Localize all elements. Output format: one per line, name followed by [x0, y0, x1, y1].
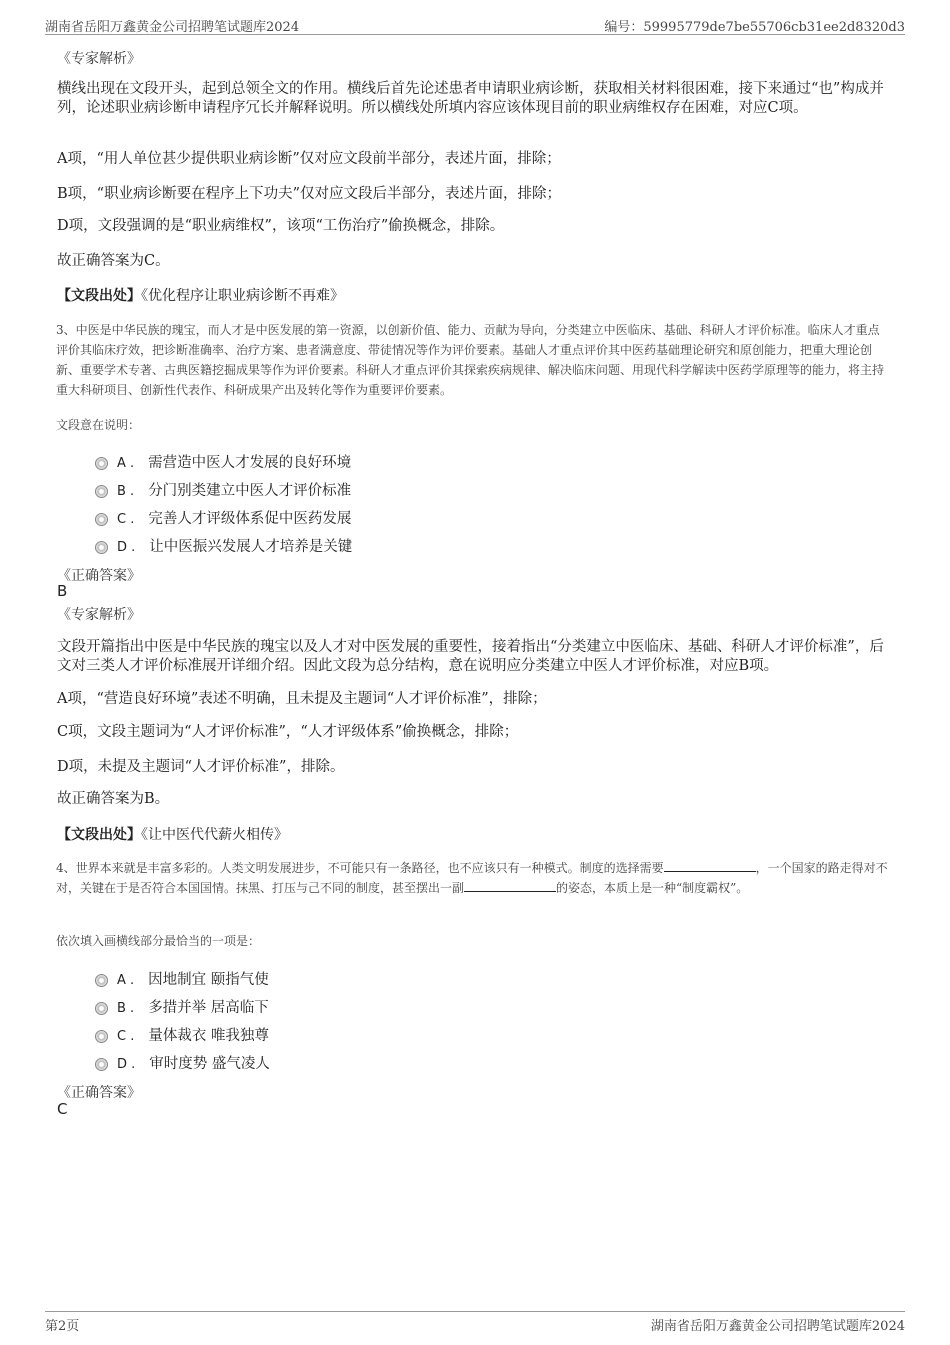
radio-icon[interactable] — [95, 1058, 108, 1071]
radio-icon[interactable] — [95, 541, 108, 554]
q3-option-b[interactable] — [95, 479, 351, 499]
q3-answer-label: 《正确答案》 — [57, 568, 141, 584]
q2-source-label: 【文段出处】 — [57, 288, 141, 304]
q4-option-c[interactable] — [95, 1024, 269, 1044]
q4-option-a[interactable] — [95, 968, 269, 988]
q2-source-title: 《优化程序让职业病诊断不再难》 — [141, 288, 344, 304]
q3-option-d[interactable] — [95, 535, 352, 555]
option-letter: B . — [117, 484, 135, 499]
q3-conclusion: 故正确答案为B。 — [57, 791, 170, 807]
radio-icon[interactable] — [95, 974, 108, 987]
q4-text-part1: 4、世界本来就是丰富多彩的。人类文明发展进步，不可能只有一条路径，也不应该只有一种模式。制度的选择需要 — [56, 861, 664, 875]
option-text: 审时度势 盛气凌人 — [149, 1056, 270, 1072]
q2-source — [57, 285, 885, 305]
q3-option-a[interactable] — [95, 451, 351, 471]
radio-icon[interactable] — [95, 485, 108, 498]
q3-option-analysis-a: A项，“营造良好环境”表述不明确，且未提及主题词“人才评价标准”，排除； — [57, 691, 547, 707]
q4-option-b[interactable] — [95, 996, 269, 1016]
option-text: 量体裁衣 唯我独尊 — [148, 1028, 269, 1044]
q3-source-label: 【文段出处】 — [57, 827, 141, 843]
q3-analysis-label: 《专家解析》 — [57, 607, 141, 623]
option-text: 因地制宜 颐指气使 — [148, 972, 269, 988]
radio-icon[interactable] — [95, 457, 108, 470]
option-text: 多措并举 居高临下 — [148, 1000, 269, 1016]
radio-icon[interactable] — [95, 513, 108, 526]
q3-source-title: 《让中医代代薪火相传》 — [141, 827, 288, 843]
q3-option-analysis-d: D项，未提及主题词“人才评价标准”，排除。 — [57, 759, 345, 775]
option-letter: C . — [117, 1029, 135, 1044]
option-letter: D . — [117, 1057, 136, 1072]
q4-option-d[interactable] — [95, 1052, 270, 1072]
q3-analysis: 文段开篇指出中医是中华民族的瑰宝以及人才对中医发展的重要性，接着指出“分类建立中医临床、基础、科研人才评价标准”，后文对三类人才评价标准展开详细介绍。因此文段为总分结构，意在说明应分类建立中医人才评价标准，对应B项。 — [57, 639, 884, 674]
q3-option-analysis-c: C项，文段主题词为“人才评价标准”，“人才评级体系”偷换概念，排除； — [57, 724, 519, 740]
q4-blank-1 — [664, 859, 756, 872]
q3-option-c[interactable] — [95, 507, 351, 527]
option-letter: A . — [117, 973, 135, 988]
radio-icon[interactable] — [95, 1030, 108, 1043]
option-text: 分门别类建立中医人才评价标准 — [148, 483, 352, 499]
q2-option-analysis-b: B项，“职业病诊断要在程序上下功夫”仅对应文段后半部分，表述片面，排除； — [57, 186, 561, 202]
option-letter: A . — [117, 456, 135, 471]
radio-icon[interactable] — [95, 1002, 108, 1015]
q4-prompt: 依次填入画横线部分最恰当的一项是： — [56, 934, 261, 948]
header-code: 编号：59995779de7be55706cb31ee2d8320d3 — [604, 20, 905, 35]
header-title: 湖南省岳阳万鑫黄金公司招聘笔试题库2024 — [45, 20, 300, 35]
page-footer — [45, 1311, 905, 1332]
q4-text-part3: 的姿态，本质上是一种“制度霸权”。 — [556, 881, 749, 895]
option-letter: C . — [117, 512, 135, 527]
q2-analysis: 横线出现在文段开头，起到总领全文的作用。横线后首先论述患者申请职业病诊断，获取相关材料很困难，接下来通过“也”构成并列，论述职业病诊断申请程序冗长并解释说明。所以横线处所填内容应该体现目前的职业病维权存在困难，对应C项。 — [57, 81, 884, 116]
footer-page-number: 第2页 — [45, 1319, 80, 1334]
option-text: 需营造中医人才发展的良好环境 — [148, 455, 352, 471]
q2-option-analysis-a: A项，“用人单位甚少提供职业病诊断”仅对应文段前半部分，表述片面，排除； — [57, 151, 561, 167]
option-text: 让中医振兴发展人才培养是关键 — [149, 539, 353, 555]
q4-text-part2: ，一个国家的路走得对不对，关键在于是否符合本国国情。抹黑、打压与己不同的制度，甚至摆出一副 — [56, 861, 888, 895]
q2-option-analysis-d: D项，文段强调的是“职业病维权”，该项“工伤治疗”偷换概念，排除。 — [57, 218, 505, 234]
page-header — [45, 14, 905, 35]
q4-blank-2 — [464, 879, 556, 892]
q3-source — [57, 824, 885, 844]
option-letter: D . — [117, 540, 136, 555]
footer-title: 湖南省岳阳万鑫黄金公司招聘笔试题库2024 — [650, 1319, 905, 1334]
q2-conclusion: 故正确答案为C。 — [57, 253, 170, 269]
q4-question-text — [56, 858, 888, 898]
q4-answer: C — [57, 1100, 68, 1118]
q2-analysis-label: 《专家解析》 — [57, 51, 141, 67]
option-text: 完善人才评级体系促中医药发展 — [148, 511, 352, 527]
q3-question-text: 3、中医是中华民族的瑰宝，而人才是中医发展的第一资源，以创新价值、能力、贡献为导向，分类建立中医临床、基础、科研人才评价标准。临床人才重点评价其临床疗效，把诊断准确率、治疗方案、患者满意度、带徒情况等作为评价要素。基础人才重点评价其中医药基础理论研究和原创能力，把重大理论创新、重要学术专著、古典医籍挖掘成果等作为评价要素。科研人才重点评价其探索疾病规律、解决临床问题、用现代科学解读中医药学原理等的能力，将主持重大科研项目、创新性代表作、科研成果产出及转化等作为重要评价要素。 — [56, 323, 885, 397]
q3-prompt: 文段意在说明： — [56, 418, 141, 432]
q3-answer: B — [57, 582, 68, 600]
q4-answer-label: 《正确答案》 — [57, 1085, 141, 1101]
option-letter: B . — [117, 1001, 135, 1016]
